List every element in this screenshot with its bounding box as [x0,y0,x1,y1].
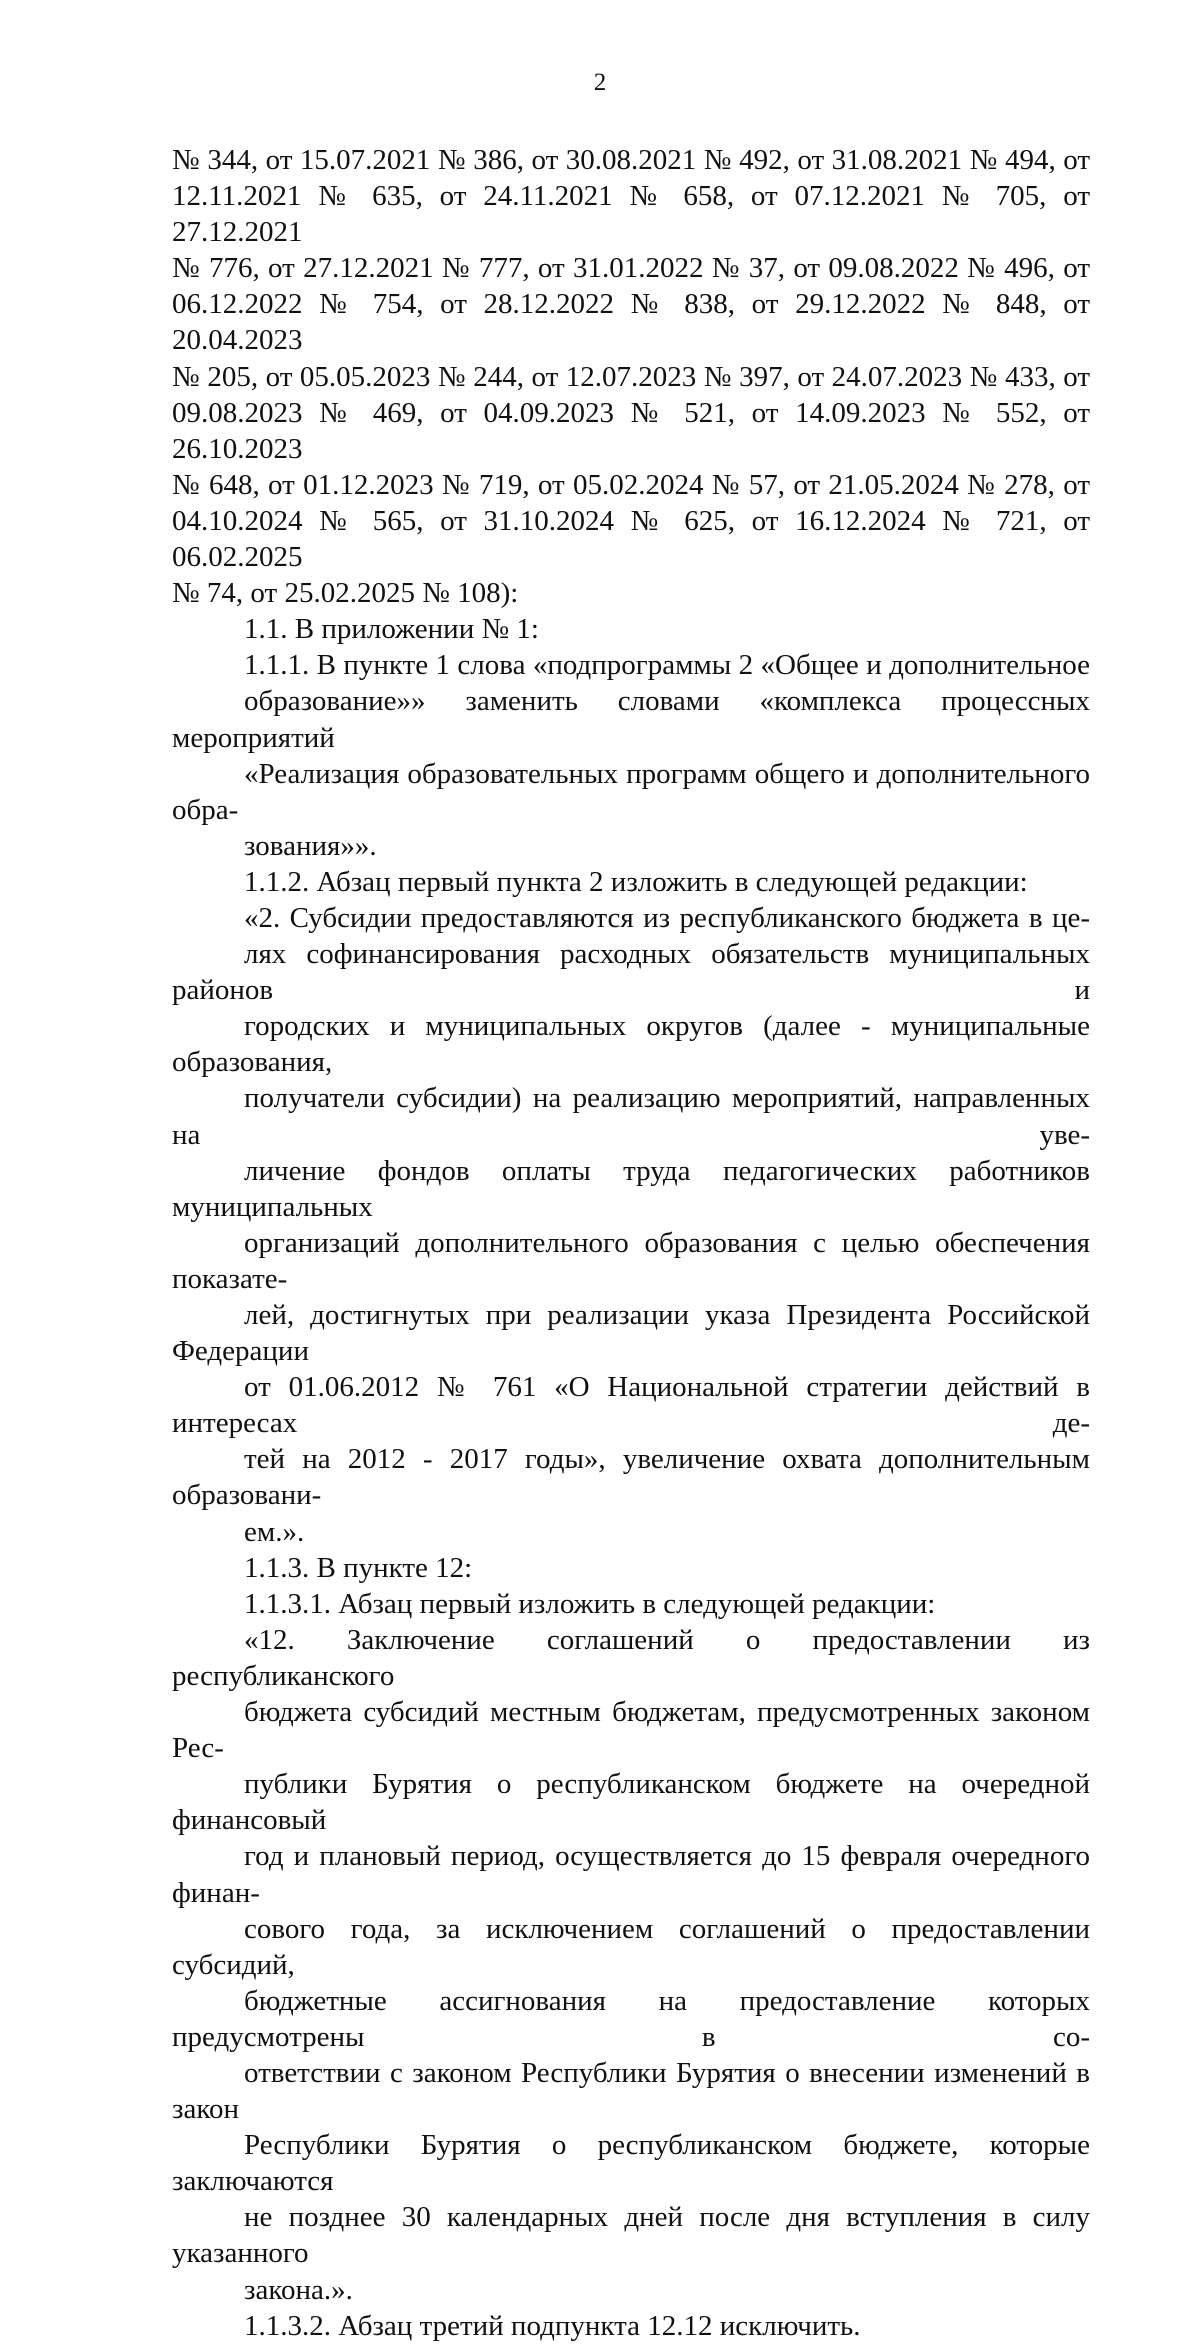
text-line: «12. Заключение соглашений о предоставлении из республиканского [172,1623,1090,1692]
text-line: образование»» заменить словами «комплекса процессных мероприятий [172,685,1090,754]
text-line: сового года, за исключением соглашений о предоставлении субсидий, [172,1912,1090,1981]
text-line: 1.1. В приложении № 1: [244,613,539,646]
text-line: № 344, от 15.07.2021 № 386, от 30.08.2021 № 492, от 31.08.2021 № 494, от [172,144,1090,176]
text-line: 04.10.2024 № 565, от 31.10.2024 № 625, от 16.12.2024 № 721, от 06.02.2025 [172,504,1090,574]
text-line: публики Бурятия о республиканском бюджете на очередной финансовый [172,1768,1090,1837]
text-line: получатели субсидии) на реализацию мероприятий, направленных на уве- [172,1082,1090,1151]
paragraph [172,1586,1090,1622]
text-line: № 205, от 05.05.2023 № 244, от 12.07.2023 № 397, от 24.07.2023 № 433, от [172,360,1090,393]
text-line: закона.». [244,2273,353,2306]
paragraph [172,2308,1090,2344]
text-line: 1.1.2. Абзац первый пункта 2 изложить в следующей редакции: [244,865,1028,898]
text-line: год и плановый период, осуществляется до 15 февраля очередного финан- [172,1840,1090,1909]
text-line: организаций дополнительного образования с целью обеспечения показате- [172,1226,1090,1295]
text-line: ответствии с законом Республики Бурятия о внесении изменений в закон [172,2056,1090,2126]
paragraph [172,1550,1090,1586]
text-line: 1.1.3.2. Абзац третий подпункта 12.12 исключить. [244,2309,861,2342]
text-line: городских и муниципальных округов (далее - муниципальные образования, [172,1010,1090,1079]
text-line: 06.12.2022 № 754, от 28.12.2022 № 838, от 29.12.2022 № 848, от 20.04.2023 [172,288,1090,357]
text-line: «2. Субсидии предоставляются из республиканского бюджета в це- [244,901,1090,934]
document-body [172,142,1090,2344]
page-number: 2 [593,69,607,96]
paragraph [172,1622,1090,2308]
text-line: ем.». [244,1515,305,1548]
text-line: лей, достигнутых при реализации указа Президента Российской Федерации [172,1299,1090,1368]
text-line: не позднее 30 календарных дней после дня вступления в силу указанного [172,2201,1090,2270]
text-line: 1.1.3. В пункте 12: [244,1551,473,1584]
text-line: 1.1.1. В пункте 1 слова «подпрограммы 2 «Общее и дополнительное [244,649,1090,682]
paragraph [172,611,1090,647]
text-line: бюджетные ассигнования на предоставление которых предусмотрены в со- [172,1984,1090,2053]
paragraph [172,142,1090,611]
paragraph [172,647,1090,864]
paragraph [172,900,1090,1550]
text-line: № 74, от 25.02.2025 № 108): [172,577,519,610]
text-line: «Реализация образовательных программ общего и дополнительного обра- [172,757,1090,826]
text-line: зования»». [244,829,377,862]
text-line: от 01.06.2012 № 761 «О Национальной стратегии действий в интересах де- [172,1371,1090,1440]
text-line: личение фондов оплаты труда педагогических работников муниципальных [172,1154,1090,1223]
text-line: Республики Бурятия о республиканском бюджете, которые заключаются [172,2129,1090,2198]
text-line: 12.11.2021 № 635, от 24.11.2021 № 658, от 07.12.2021 № 705, от 27.12.2021 [172,180,1090,249]
text-line: лях софинансирования расходных обязательств муниципальных районов и [172,938,1090,1007]
paragraph [172,864,1090,900]
text-line: № 648, от 01.12.2023 № 719, от 05.02.2024 № 57, от 21.05.2024 № 278, от [172,468,1090,501]
text-line: 1.1.3.1. Абзац первый изложить в следующей редакции: [244,1587,936,1620]
text-line: 09.08.2023 № 469, от 04.09.2023 № 521, от 14.09.2023 № 552, от 26.10.2023 [172,396,1090,465]
text-line: № 776, от 27.12.2021 № 777, от 31.01.2022 № 37, от 09.08.2022 № 496, от [172,252,1090,285]
text-line: бюджета субсидий местным бюджетам, предусмотренных законом Рес- [172,1696,1090,1765]
text-line: тей на 2012 - 2017 годы», увеличение охвата дополнительным образовани- [172,1443,1090,1512]
